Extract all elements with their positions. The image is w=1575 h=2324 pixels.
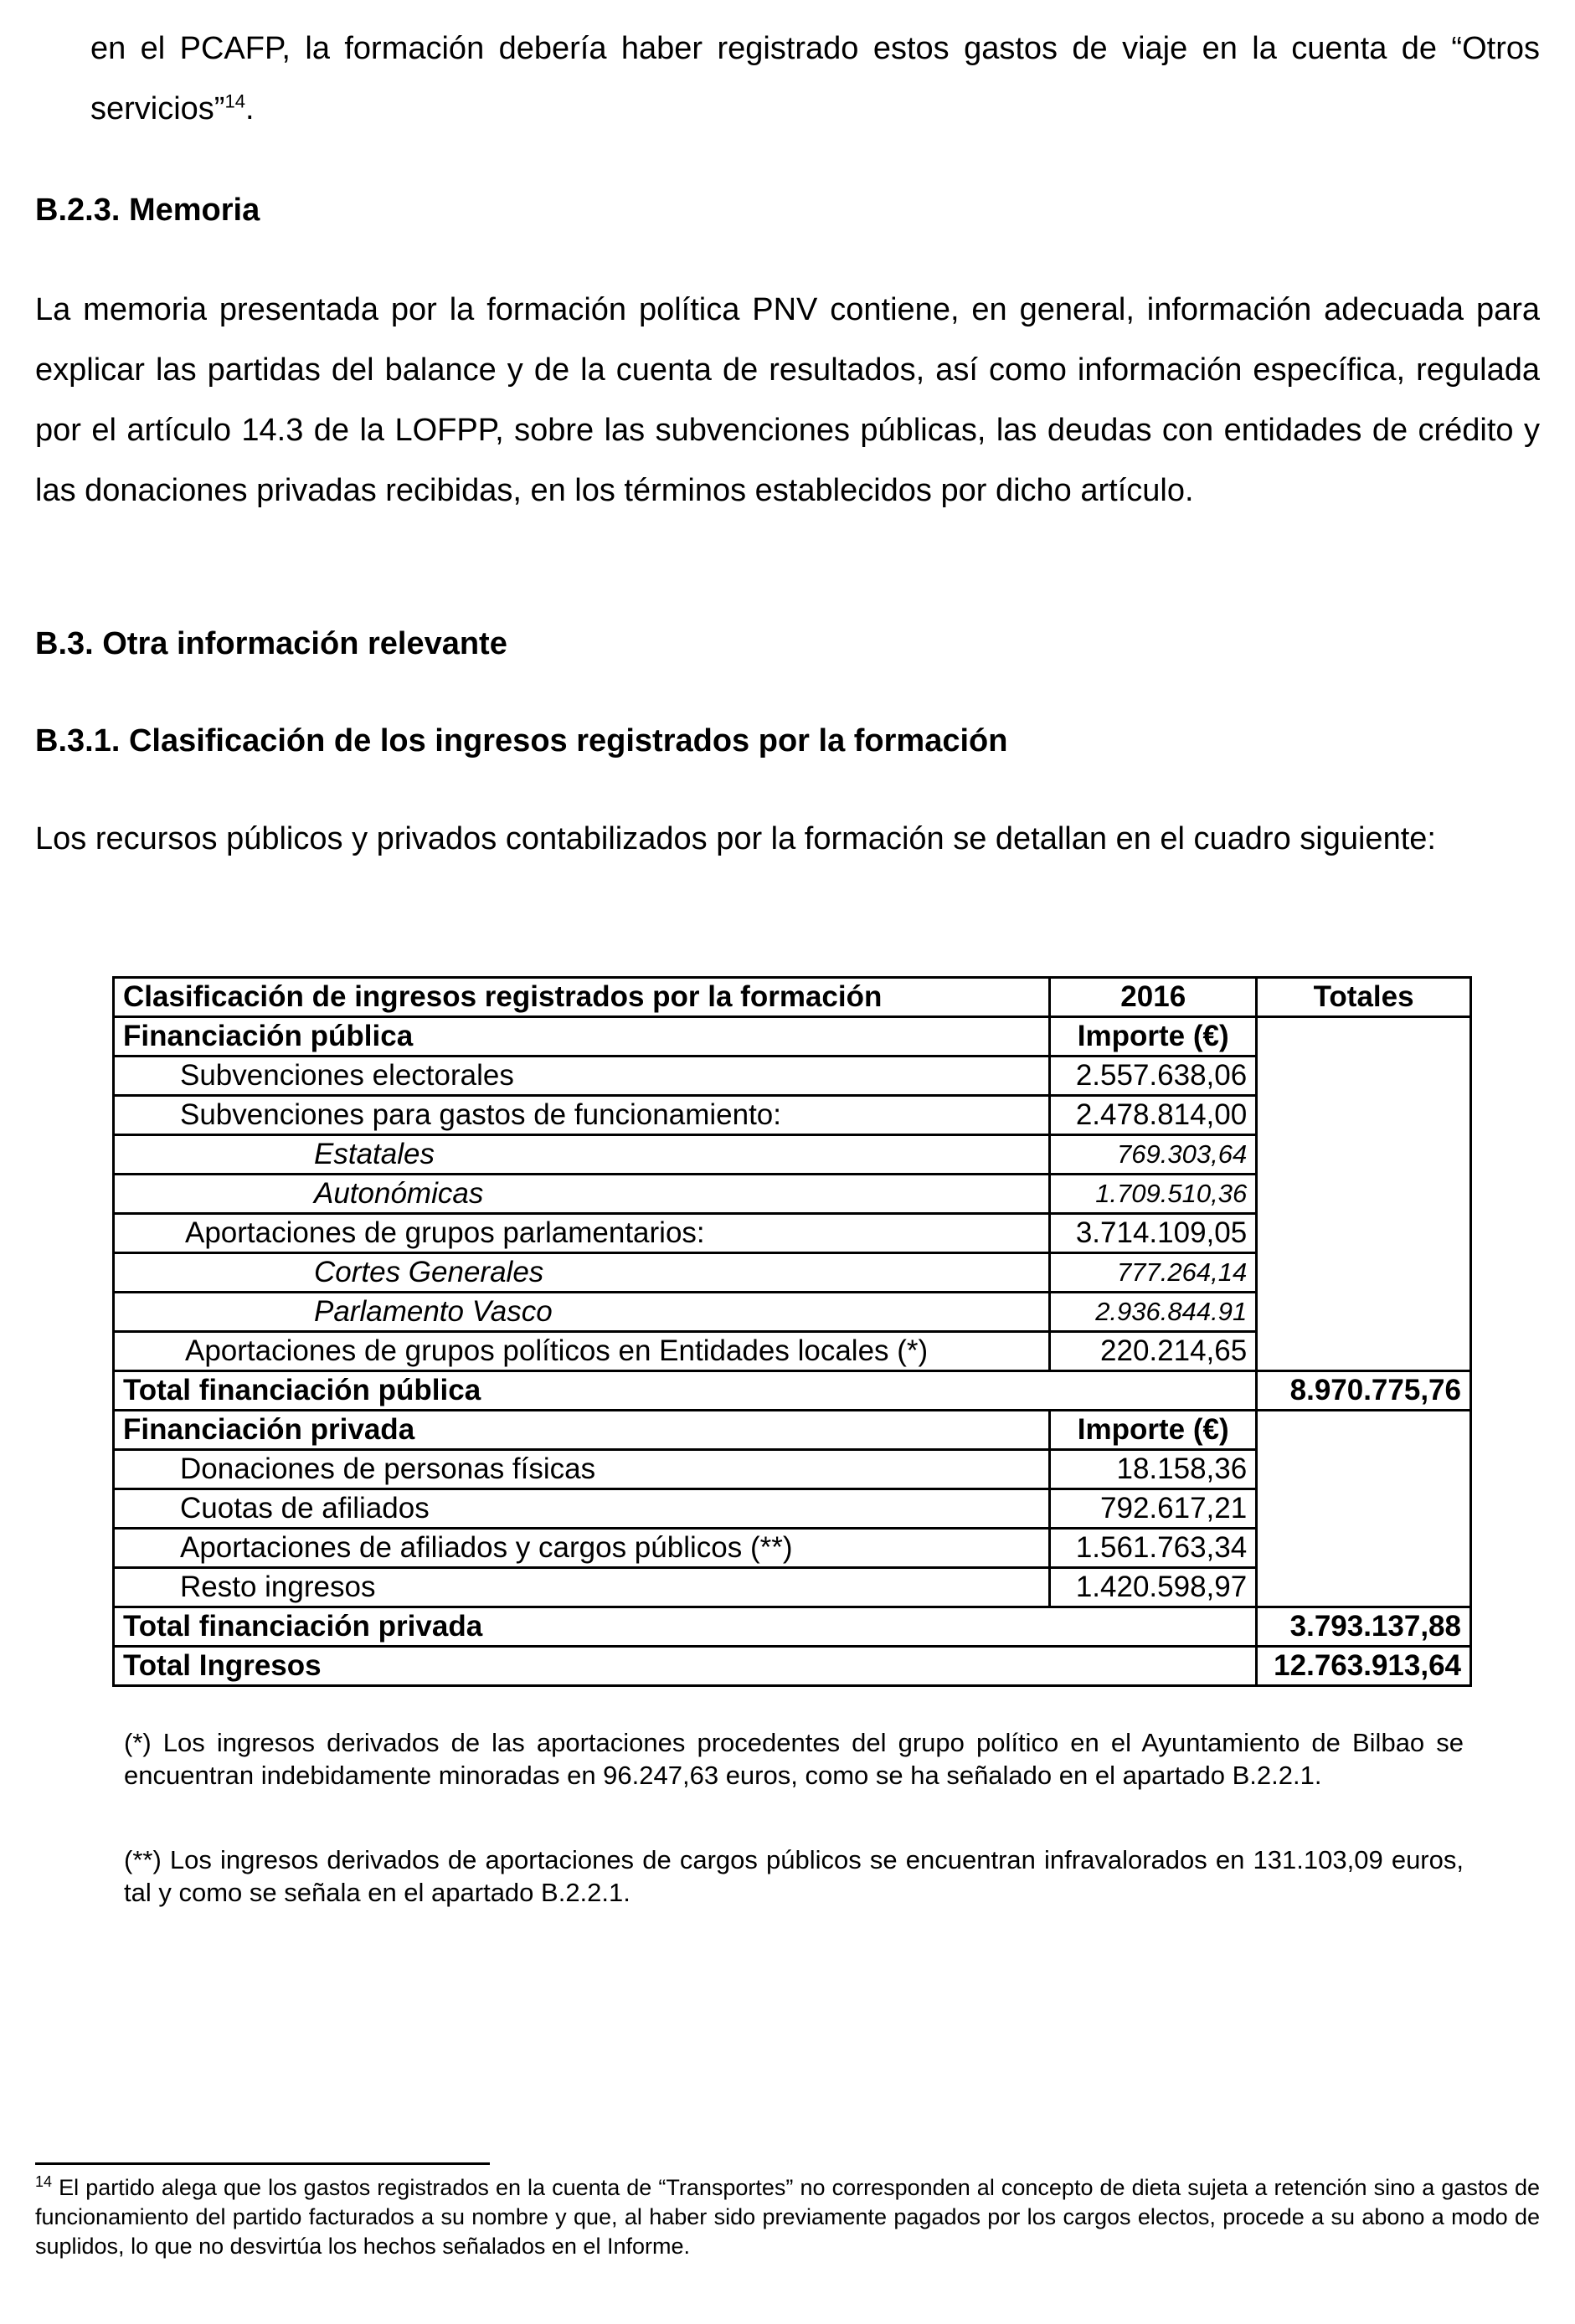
totales-cell <box>1257 1489 1471 1529</box>
totales-cell <box>1257 1568 1471 1607</box>
table-row <box>114 1096 1471 1135</box>
row-value: 777.264,14 <box>1050 1253 1257 1293</box>
total-ingresos-spacer <box>1050 1647 1257 1686</box>
heading-b23: B.2.3. Memoria <box>35 193 260 228</box>
total-privada-spacer <box>1050 1607 1257 1647</box>
privada-section-row <box>114 1411 1471 1450</box>
total-ingresos-value: 12.763.913,64 <box>1257 1647 1471 1686</box>
row-value: 1.709.510,36 <box>1050 1175 1257 1214</box>
row-value: 3.714.109,05 <box>1050 1214 1257 1253</box>
totales-cell <box>1257 1411 1471 1450</box>
total-publica-row <box>114 1371 1471 1411</box>
row-label: Subvenciones para gastos de funcionamiento: <box>114 1096 1050 1135</box>
row-label: Aportaciones de grupos parlamentarios: <box>114 1214 1050 1253</box>
privada-label: Financiación privada <box>114 1411 1050 1450</box>
intro-text: en el PCAFP, la formación debería haber registrado estos gastos de viaje en la cuenta de “Otros servicios” <box>90 31 1540 126</box>
intro-end: . <box>244 91 255 126</box>
table-row <box>114 1175 1471 1214</box>
row-label: Cortes Generales <box>114 1253 1050 1293</box>
table-row <box>114 1214 1471 1253</box>
total-publica-label: Total financiación pública <box>114 1371 1050 1411</box>
footnote-ref[interactable]: 14 <box>224 90 245 112</box>
table-row <box>114 1253 1471 1293</box>
publica-section-row <box>114 1017 1471 1057</box>
footnote-14 <box>35 2173 1540 2261</box>
footnote-number: 14 <box>35 2173 53 2190</box>
row-label: Parlamento Vasco <box>114 1293 1050 1332</box>
totales-cell <box>1257 1175 1471 1214</box>
table-row <box>114 1489 1471 1529</box>
table-row <box>114 1332 1471 1371</box>
memoria-paragraph: La memoria presentada por la formación política PNV contiene, en general, información adecuada para explicar las partidas del balance y de la cuenta de resultados, así como información específica, regulada por el artículo 14.3 de la LOFPP, sobre las subvenciones públicas, las deudas con entidades de crédito y las donaciones privadas recibidas, en los términos establecidos por dicho artículo. <box>35 292 1540 508</box>
totales-cell <box>1257 1096 1471 1135</box>
row-value: 220.214,65 <box>1050 1332 1257 1371</box>
row-value: 1.420.598,97 <box>1050 1568 1257 1607</box>
totales-cell <box>1257 1214 1471 1253</box>
totales-cell <box>1257 1529 1471 1568</box>
header-year: 2016 <box>1050 978 1257 1017</box>
row-label: Aportaciones de afiliados y cargos públicos (**) <box>114 1529 1050 1568</box>
totales-cell <box>1257 1057 1471 1096</box>
recursos-paragraph: Los recursos públicos y privados contabilizados por la formación se detallan en el cuadro siguiente: <box>35 821 1436 856</box>
privada-importe-label: Importe (€) <box>1050 1411 1257 1450</box>
row-label: Estatales <box>114 1135 1050 1175</box>
totales-cell <box>1257 1253 1471 1293</box>
row-value: 2.478.814,00 <box>1050 1096 1257 1135</box>
total-ingresos-label: Total Ingresos <box>114 1647 1050 1686</box>
totales-cell <box>1257 1135 1471 1175</box>
totales-cell <box>1257 1450 1471 1489</box>
publica-importe-label: Importe (€) <box>1050 1017 1257 1057</box>
table-row <box>114 1135 1471 1175</box>
table-note-1: (*) Los ingresos derivados de las aportaciones procedentes del grupo político en el Ayuntamiento de Bilbao se encuentran indebidamente minoradas en 96.247,63 euros, como se ha señalado en el apartado B.2.2.1. <box>124 1728 1464 1790</box>
row-label: Subvenciones electorales <box>114 1057 1050 1096</box>
row-label: Aportaciones de grupos políticos en Entidades locales (*) <box>114 1332 1050 1371</box>
total-privada-row <box>114 1607 1471 1647</box>
header-clasificacion: Clasificación de ingresos registrados por la formación <box>114 978 1050 1017</box>
publica-label: Financiación pública <box>114 1017 1050 1057</box>
table-row <box>114 1057 1471 1096</box>
row-value: 769.303,64 <box>1050 1135 1257 1175</box>
table-row <box>114 1568 1471 1607</box>
row-value: 2.936.844.91 <box>1050 1293 1257 1332</box>
total-ingresos-row <box>114 1647 1471 1686</box>
table-header-row <box>114 978 1471 1017</box>
row-value: 18.158,36 <box>1050 1450 1257 1489</box>
row-label: Donaciones de personas físicas <box>114 1450 1050 1489</box>
table-note-2: (**) Los ingresos derivados de aportaciones de cargos públicos se encuentran infravalorados en 131.103,09 euros, tal y como se señala en el apartado B.2.2.1. <box>124 1845 1464 1907</box>
row-value: 792.617,21 <box>1050 1489 1257 1529</box>
row-value: 1.561.763,34 <box>1050 1529 1257 1568</box>
row-label: Autonómicas <box>114 1175 1050 1214</box>
total-publica-value: 8.970.775,76 <box>1257 1371 1471 1411</box>
table-row <box>114 1529 1471 1568</box>
table-row <box>114 1450 1471 1489</box>
header-totales: Totales <box>1257 978 1471 1017</box>
totales-cell <box>1257 1293 1471 1332</box>
total-publica-spacer <box>1050 1371 1257 1411</box>
heading-b31: B.3.1. Clasificación de los ingresos registrados por la formación <box>35 723 1008 758</box>
table-row <box>114 1293 1471 1332</box>
footnote-separator <box>35 2162 490 2165</box>
intro-paragraph <box>90 18 1540 139</box>
ingresos-table <box>112 976 1472 1687</box>
row-value: 2.557.638,06 <box>1050 1057 1257 1096</box>
row-label: Cuotas de afiliados <box>114 1489 1050 1529</box>
totales-cell <box>1257 1332 1471 1371</box>
totales-cell <box>1257 1017 1471 1057</box>
row-label: Resto ingresos <box>114 1568 1050 1607</box>
total-privada-label: Total financiación privada <box>114 1607 1050 1647</box>
footnote-text: El partido alega que los gastos registrados en la cuenta de “Transportes” no corresponden al concepto de dieta sujeta a retención sino a gastos de funcionamiento del partido facturados a su nombre y que, al haber sido previamente pagados por los cargos electos, procede a su abono a modo de suplidos, lo que no desvirtúa los hechos señalados en el Informe. <box>35 2175 1540 2259</box>
heading-b3: B.3. Otra información relevante <box>35 626 507 661</box>
total-privada-value: 3.793.137,88 <box>1257 1607 1471 1647</box>
